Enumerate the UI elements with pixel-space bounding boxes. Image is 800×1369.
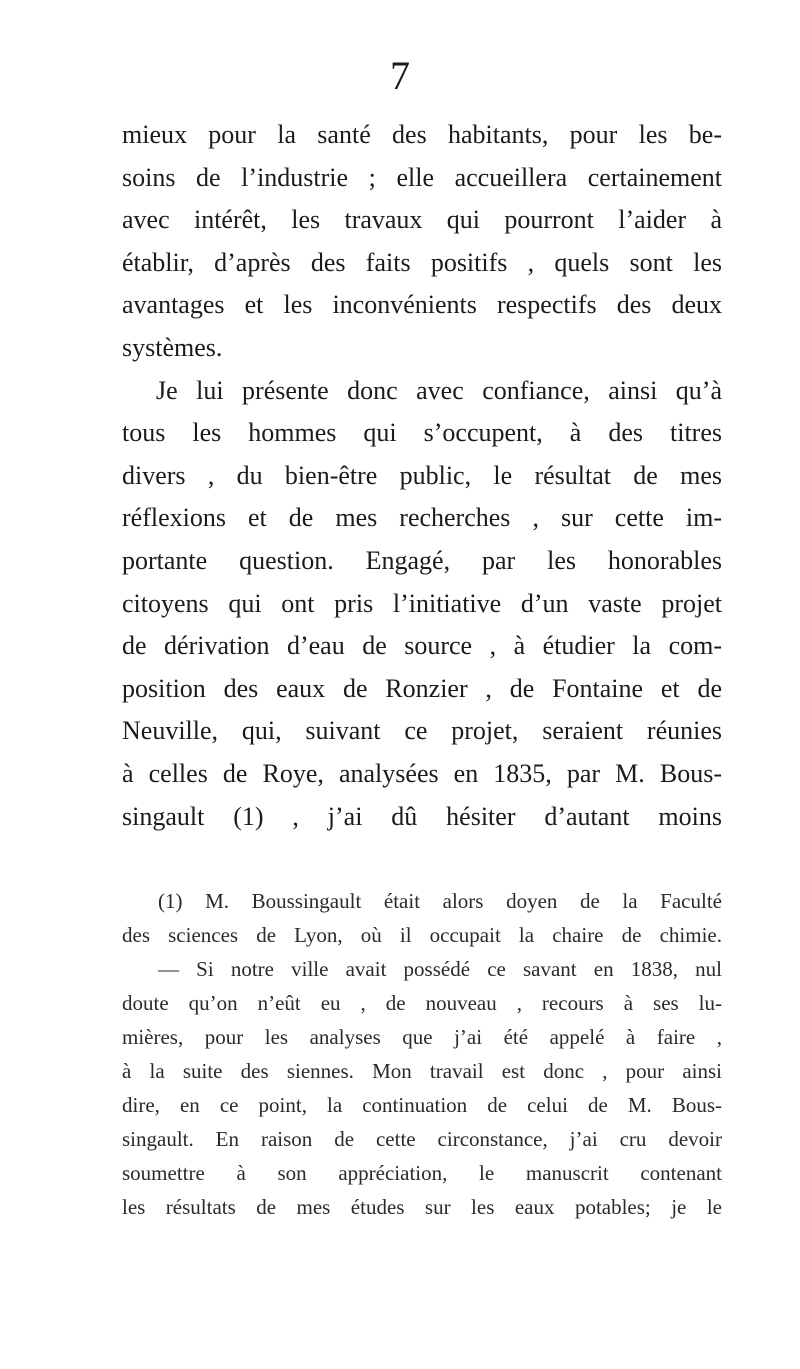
body-line: Neuville, qui, suivant ce projet, seraient réunies (122, 716, 722, 746)
body-line: réflexions et de mes recherches , sur cette im- (122, 503, 722, 533)
footnote-line: (1) M. Boussingault était alors doyen de la Faculté (158, 889, 722, 913)
body-line: citoyens qui ont pris l’initiative d’un vaste projet (122, 588, 722, 618)
body-line: portante question. Engagé, par les honorables (122, 545, 722, 575)
body-line: soins de l’industrie ; elle accueillera certainement (122, 162, 722, 192)
body-line: singault (1) , j’ai dû hésiter d’autant moins (122, 801, 722, 831)
footnote-line: doute qu’on n’eût eu , de nouveau , recours à ses lu- (122, 991, 722, 1015)
body-line: à celles de Roye, analysées en 1835, par M. Bous- (122, 758, 722, 788)
body-line: divers , du bien-être public, le résultat de mes (122, 460, 722, 490)
body-line: position des eaux de Ronzier , de Fontaine et de (122, 673, 722, 703)
footnote-line: dire, en ce point, la continuation de celui de M. Bous- (122, 1093, 722, 1117)
body-line: systèmes. (122, 332, 223, 362)
body-line: de dérivation d’eau de source , à étudier la com- (122, 631, 722, 661)
body-line: mieux pour la santé des habitants, pour les be- (122, 120, 722, 149)
body-text (122, 114, 722, 838)
footnote-line: des sciences de Lyon, où il occupait la chaire de chimie. (122, 923, 722, 947)
body-line: établir, d’après des faits positifs , quels sont les (122, 247, 722, 277)
footnote (122, 884, 722, 1224)
footnote-line: singault. En raison de cette circonstance, j’ai cru devoir (122, 1127, 722, 1151)
page-number: 7 (390, 53, 410, 98)
body-line: avec intérêt, les travaux qui pourront l’aider à (122, 205, 722, 235)
footnote-line: — Si notre ville avait possédé ce savant en 1838, nul (158, 957, 722, 981)
footnote-line: à la suite des siennes. Mon travail est donc , pour ainsi (122, 1059, 722, 1083)
footnote-line: mières, pour les analyses que j’ai été appelé à faire , (122, 1025, 722, 1049)
footnote-line: les résultats de mes études sur les eaux potables; je le (122, 1195, 722, 1219)
body-line: Je lui présente donc avec confiance, ainsi qu’à (156, 375, 722, 405)
body-line: tous les hommes qui s’occupent, à des titres (122, 418, 722, 448)
body-line: avantages et les inconvénients respectifs des deux (122, 290, 722, 320)
footnote-line: soumettre à son appréciation, le manuscrit contenant (122, 1161, 722, 1185)
